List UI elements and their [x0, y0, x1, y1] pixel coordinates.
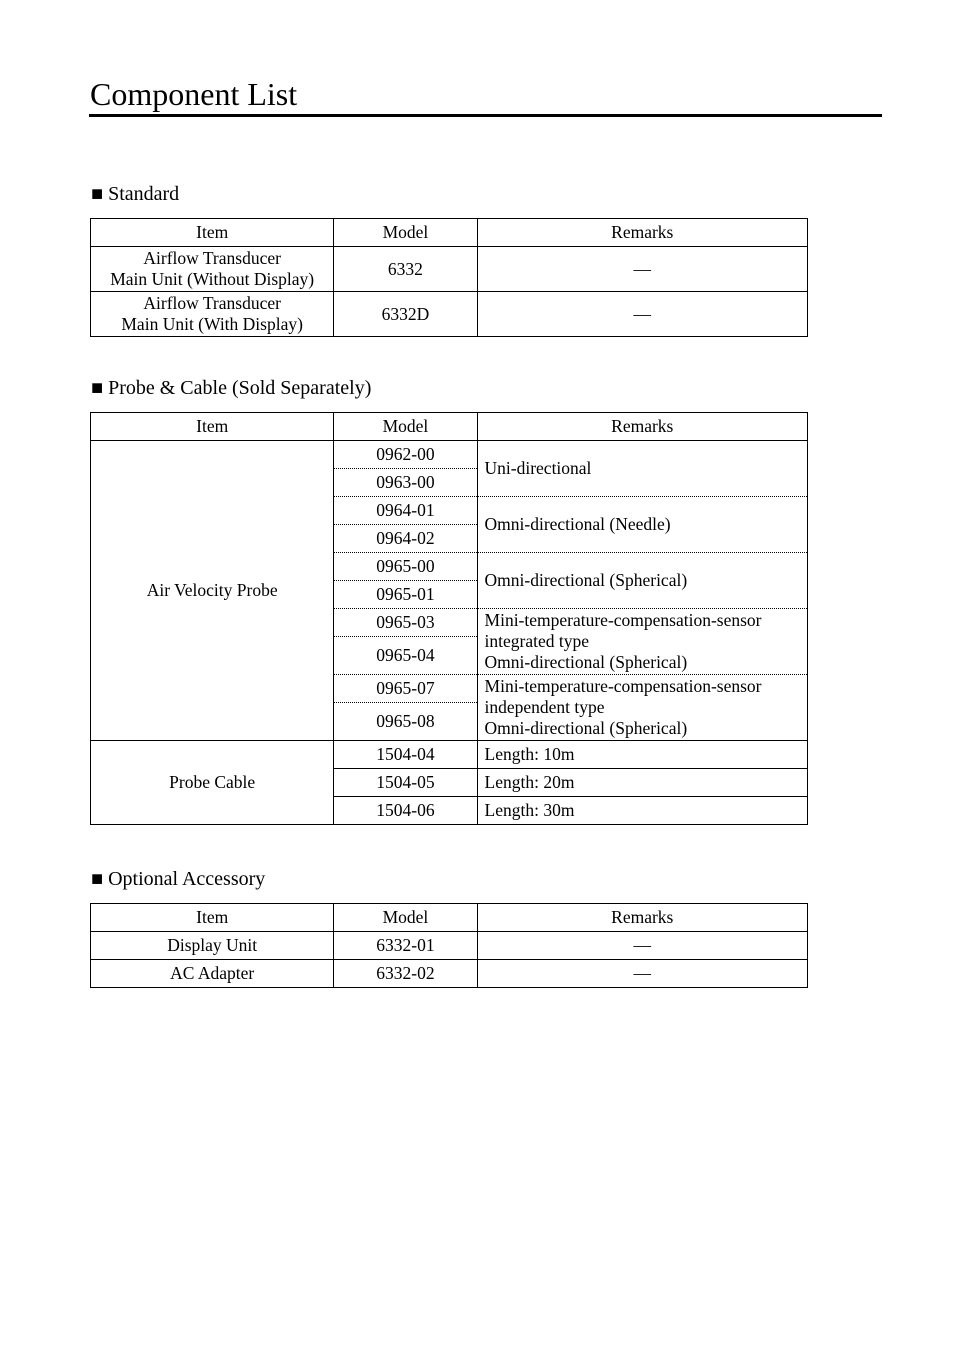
model-cell: 0965-07: [334, 675, 477, 703]
table-row: [91, 441, 808, 469]
remarks-cell: [477, 609, 807, 675]
model-cell: 1504-04: [334, 741, 477, 769]
remarks-line: independent type: [484, 697, 605, 717]
remarks-cell: Length: 30m: [477, 797, 807, 825]
title-rule: [89, 114, 882, 117]
item-line: Airflow Transducer: [143, 248, 281, 268]
optional-accessory-table: [90, 903, 808, 988]
header-model: Model: [334, 413, 477, 441]
model-cell: 1504-06: [334, 797, 477, 825]
page-title: Component List: [90, 76, 298, 112]
header-model: Model: [334, 219, 477, 247]
table-header-row: [91, 413, 808, 441]
model-cell: 6332D: [334, 292, 477, 337]
model-cell: 0965-00: [334, 553, 477, 581]
model-cell: 0964-02: [334, 525, 477, 553]
table-row: [91, 960, 808, 988]
item-cell: [91, 247, 334, 292]
model-cell: 0965-04: [334, 637, 477, 675]
header-item: Item: [91, 413, 334, 441]
table-header-row: [91, 219, 808, 247]
model-cell: 0963-00: [334, 469, 477, 497]
table-row: [91, 741, 808, 769]
remarks-line: Mini-temperature-compensation-sensor: [484, 676, 762, 696]
remarks-cell: Omni-directional (Spherical): [477, 553, 807, 609]
standard-table: [90, 218, 808, 337]
remarks-cell: Omni-directional (Needle): [477, 497, 807, 553]
item-cell: [91, 292, 334, 337]
table-header-row: [91, 904, 808, 932]
model-cell: 1504-05: [334, 769, 477, 797]
section-heading-probe-cable: ■ Probe & Cable (Sold Separately): [91, 377, 372, 399]
item-line: Main Unit (Without Display): [110, 269, 315, 289]
remarks-cell: —: [477, 960, 807, 988]
section-heading-standard: ■ Standard: [91, 183, 180, 205]
section-heading-optional-accessory: ■ Optional Accessory: [91, 868, 266, 890]
remarks-line: integrated type: [484, 631, 589, 651]
model-cell: 6332: [334, 247, 477, 292]
model-cell: 0965-08: [334, 703, 477, 741]
item-line: Airflow Transducer: [143, 293, 281, 313]
remarks-cell: Length: 10m: [477, 741, 807, 769]
remarks-line: Mini-temperature-compensation-sensor: [484, 610, 762, 630]
remarks-line: Omni-directional (Spherical): [484, 718, 688, 738]
remarks-cell: —: [477, 247, 807, 292]
model-cell: 0962-00: [334, 441, 477, 469]
remarks-line: Omni-directional (Spherical): [484, 652, 688, 672]
header-remarks: Remarks: [477, 904, 807, 932]
item-cell-air-velocity-probe: Air Velocity Probe: [91, 441, 334, 741]
model-cell: 0965-01: [334, 581, 477, 609]
remarks-cell: [477, 675, 807, 741]
remarks-cell: Uni-directional: [477, 441, 807, 497]
remarks-cell: Length: 20m: [477, 769, 807, 797]
header-item: Item: [91, 219, 334, 247]
item-cell-probe-cable: Probe Cable: [91, 741, 334, 825]
probe-cable-table: [90, 412, 808, 825]
item-cell: AC Adapter: [91, 960, 334, 988]
header-item: Item: [91, 904, 334, 932]
model-cell: 0965-03: [334, 609, 477, 637]
table-row: [91, 247, 808, 292]
item-line: Main Unit (With Display): [121, 314, 303, 334]
table-row: [91, 292, 808, 337]
remarks-cell: —: [477, 932, 807, 960]
model-cell: 0964-01: [334, 497, 477, 525]
item-cell: Display Unit: [91, 932, 334, 960]
remarks-cell: —: [477, 292, 807, 337]
table-row: [91, 932, 808, 960]
header-model: Model: [334, 904, 477, 932]
header-remarks: Remarks: [477, 413, 807, 441]
model-cell: 6332-02: [334, 960, 477, 988]
header-remarks: Remarks: [477, 219, 807, 247]
model-cell: 6332-01: [334, 932, 477, 960]
